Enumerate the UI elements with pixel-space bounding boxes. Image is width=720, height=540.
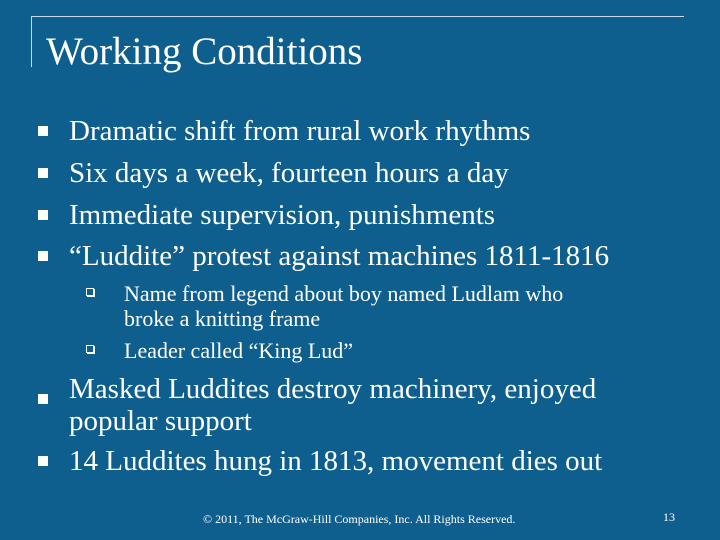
hollow-square-bullet-icon [86,288,94,296]
bullet-text: Masked Luddites destroy machinery, enjoyed [69,373,597,405]
subbullet-text: broke a knitting frame [124,306,321,331]
bullet-text: Dramatic shift from rural work rhythms [69,115,531,147]
subbullet-text: Name from legend about boy named Ludlam who [124,281,564,306]
square-bullet-icon [38,251,48,261]
square-bullet-icon [38,394,48,404]
page-title: Working Conditions [46,30,363,73]
bullet-text: 14 Luddites hung in 1813, movement dies out [69,445,603,477]
square-bullet-icon [38,126,48,136]
bullet-text: Six days a week, fourteen hours a day [69,157,509,189]
copyright-footer: © 2011, The McGraw-Hill Companies, Inc. All Rights Reserved. [203,512,516,526]
bullet-text: “Luddite” protest against machines 1811-1816 [69,240,610,272]
subbullet-text: Leader called “King Lud” [124,338,354,363]
hollow-square-bullet-icon [86,345,94,353]
square-bullet-icon [38,210,48,220]
page-number: 13 [663,510,675,524]
bullet-text: popular support [69,405,252,437]
square-bullet-icon [38,456,48,466]
bullet-text: Immediate supervision, punishments [69,199,496,231]
square-bullet-icon [38,168,48,178]
